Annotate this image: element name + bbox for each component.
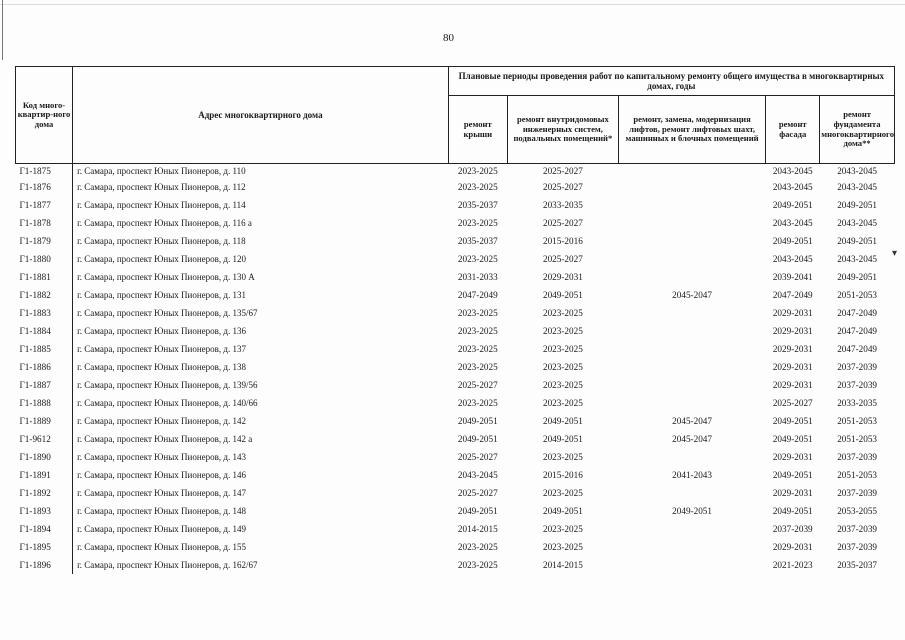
col-header-facade: ремонт фасада [766,96,820,164]
table-row [16,466,895,484]
cell-foundation: 2037-2039 [837,452,878,462]
cell-elevators [618,484,765,502]
cell-foundation: 2049-2051 [837,236,878,246]
cell-roof: 2023-2025 [457,398,498,408]
cell-address: г. Самара, проспект Юных Пионеров, д. 138 [73,358,449,376]
cell-facade: 2029-2031 [772,380,813,390]
cell-foundation: 2047-2049 [837,344,878,354]
cell-foundation: 2051-2053 [837,416,878,426]
cell-foundation: 2047-2049 [837,326,878,336]
cell-address: г. Самара, проспект Юных Пионеров, д. 135/67 [73,304,449,322]
cell-roof: 2023-2025 [457,326,498,336]
cell-systems: 2049-2051 [542,434,583,444]
cell-elevators [618,448,765,466]
cell-systems: 2023-2025 [542,452,583,462]
cell-systems: 2025-2027 [542,254,583,264]
cell-foundation: 2051-2053 [837,434,878,444]
cell-elevators [618,538,765,556]
cell-address: г. Самара, проспект Юных Пионеров, д. 139/56 [73,376,449,394]
table-row [16,358,895,376]
cell-systems: 2029-2031 [542,272,583,282]
cell-elevators: 2045-2047 [672,434,712,444]
cell-systems: 2015-2016 [542,236,583,246]
cell-foundation: 2033-2035 [837,398,878,408]
cell-facade: 2049-2051 [772,416,813,426]
top-scan-rule [0,4,905,5]
cell-roof: 2049-2051 [457,506,498,516]
table-row [16,322,895,340]
table-row [16,448,895,466]
cell-systems: 2015-2016 [542,470,583,480]
cell-code: Г1-1892 [19,488,51,498]
cell-code: Г1-1880 [19,254,51,264]
cell-address: г. Самара, проспект Юных Пионеров, д. 142 [73,412,449,430]
cell-facade: 2049-2051 [772,236,813,246]
cell-address: г. Самара, проспект Юных Пионеров, д. 142 а [73,430,449,448]
cell-code: Г1-1886 [19,362,51,372]
cell-facade: 2047-2049 [772,290,813,300]
cell-address: г. Самара, проспект Юных Пионеров, д. 116 а [73,214,449,232]
cell-elevators: 2045-2047 [672,290,712,300]
cell-elevators: 2041-2043 [672,470,712,480]
cell-foundation: 2049-2051 [837,272,878,282]
cell-code: Г1-9612 [19,434,51,444]
col-header-address: Адрес многоквартирного дома [73,67,449,164]
cell-roof: 2025-2027 [457,380,498,390]
cell-facade: 2049-2051 [772,506,813,516]
cell-elevators [618,520,765,538]
cell-address: г. Самара, проспект Юных Пионеров, д. 114 [73,196,449,214]
cell-systems: 2025-2027 [542,218,583,228]
cell-roof: 2035-2037 [457,236,498,246]
cell-facade: 2029-2031 [772,362,813,372]
cell-address: г. Самара, проспект Юных Пионеров, д. 130 А [73,268,449,286]
cell-roof: 2023-2025 [457,308,498,318]
cell-facade: 2043-2045 [772,254,813,264]
cell-roof: 2025-2027 [457,452,498,462]
cell-roof: 2047-2049 [457,290,498,300]
cell-address: г. Самара, проспект Юных Пионеров, д. 112 [73,178,449,196]
cell-foundation: 2043-2045 [837,182,878,192]
cell-foundation: 2037-2039 [837,362,878,372]
cell-roof: 2023-2025 [457,542,498,552]
cell-address: г. Самара, проспект Юных Пионеров, д. 136 [73,322,449,340]
cell-systems: 2023-2025 [542,326,583,336]
cell-code: Г1-1890 [19,452,51,462]
cell-systems: 2033-2035 [542,200,583,210]
cell-elevators [618,232,765,250]
cell-roof: 2031-2033 [457,272,498,282]
page-number: 80 [443,32,454,44]
cell-code: Г1-1877 [19,200,51,210]
table-row [16,484,895,502]
cell-roof: 2014-2015 [457,524,498,534]
cell-systems: 2023-2025 [542,362,583,372]
cell-foundation: 2043-2045 [837,218,878,228]
cell-address: г. Самара, проспект Юных Пионеров, д. 149 [73,520,449,538]
table-row [16,250,895,268]
cell-elevators [618,304,765,322]
cell-facade: 2049-2051 [772,470,813,480]
cell-code: Г1-1875 [19,166,51,176]
cell-elevators: 2045-2047 [672,416,712,426]
table-row [16,232,895,250]
cell-address: г. Самара, проспект Юных Пионеров, д. 143 [73,448,449,466]
cell-code: Г1-1889 [19,416,51,426]
cell-systems: 2023-2025 [542,380,583,390]
cell-elevators [618,376,765,394]
cell-systems: 2023-2025 [542,524,583,534]
cell-roof: 2025-2027 [457,488,498,498]
cell-elevators [618,178,765,196]
cell-facade: 2029-2031 [772,542,813,552]
cell-elevators [618,340,765,358]
cell-address: г. Самара, проспект Юных Пионеров, д. 137 [73,340,449,358]
cell-facade: 2029-2031 [772,488,813,498]
cell-foundation: 2051-2053 [837,470,878,480]
cell-code: Г1-1883 [19,308,51,318]
cell-roof: 2023-2025 [457,560,498,570]
cell-foundation: 2043-2045 [837,166,878,176]
table-row [16,268,895,286]
cell-systems: 2025-2027 [542,166,583,176]
table-row [16,394,895,412]
cell-systems: 2049-2051 [542,506,583,516]
cell-elevators [618,322,765,340]
cell-code: Г1-1895 [19,542,51,552]
cell-code: Г1-1878 [19,218,51,228]
cell-code: Г1-1894 [19,524,51,534]
cell-roof: 2023-2025 [457,218,498,228]
table-row [16,376,895,394]
cell-address: г. Самара, проспект Юных Пионеров, д. 118 [73,232,449,250]
cell-facade: 2025-2027 [772,398,813,408]
cell-roof: 2023-2025 [457,362,498,372]
col-header-code: Код много-квартир-ного дома [16,67,73,164]
cell-roof: 2043-2045 [457,470,498,480]
cell-systems: 2023-2025 [542,344,583,354]
table-row [16,286,895,304]
table-row [16,196,895,214]
cell-foundation: 2043-2045 [837,254,878,264]
cell-facade: 2029-2031 [772,452,813,462]
table-row [16,556,895,574]
cell-systems: 2023-2025 [542,398,583,408]
repair-schedule-table [15,66,898,574]
table-row [16,164,895,179]
table-row [16,340,895,358]
cell-roof: 2023-2025 [457,182,498,192]
cell-systems: 2014-2015 [542,560,583,570]
cell-facade: 2043-2045 [772,218,813,228]
cell-foundation: 2051-2053 [837,290,878,300]
cell-systems: 2023-2025 [542,542,583,552]
col-header-foundation: ремонт фундамента многоквартирного дома** [820,96,895,164]
cell-facade: 2037-2039 [772,524,813,534]
cell-code: Г1-1896 [19,560,51,570]
cell-foundation: 2037-2039 [837,542,878,552]
cell-address: г. Самара, проспект Юных Пионеров, д. 120 [73,250,449,268]
cell-facade: 2049-2051 [772,434,813,444]
cell-facade: 2029-2031 [772,326,813,336]
cell-address: г. Самара, проспект Юных Пионеров, д. 155 [73,538,449,556]
cell-code: Г1-1891 [19,470,51,480]
col-header-plan-group: Плановые периоды проведения работ по капитальному ремонту общего имущества в многоквартирных домах, годы [448,67,894,96]
cell-roof: 2023-2025 [457,344,498,354]
col-header-systems: ремонт внутридомовых инженерных систем, подвальных помещений* [507,96,618,164]
table-row [16,412,895,430]
cell-foundation: 2053-2055 [837,506,878,516]
cell-code: Г1-1876 [19,182,51,192]
table-row [16,430,895,448]
cell-systems: 2049-2051 [542,290,583,300]
cell-facade: 2039-2041 [772,272,813,282]
cell-facade: 2029-2031 [772,344,813,354]
cell-foundation: 2037-2039 [837,524,878,534]
side-mark: ▾ [892,248,898,259]
cell-roof: 2023-2025 [457,254,498,264]
cell-address: г. Самара, проспект Юных Пионеров, д. 147 [73,484,449,502]
cell-facade: 2029-2031 [772,308,813,318]
cell-code: Г1-1882 [19,290,51,300]
cell-foundation: 2049-2051 [837,200,878,210]
cell-address: г. Самара, проспект Юных Пионеров, д. 140/66 [73,394,449,412]
cell-code: Г1-1893 [19,506,51,516]
col-header-roof: ремонт крыши [448,96,507,164]
cell-systems: 2049-2051 [542,416,583,426]
cell-roof: 2049-2051 [457,434,498,444]
cell-roof: 2049-2051 [457,416,498,426]
cell-code: Г1-1885 [19,344,51,354]
table-row [16,304,895,322]
cell-code: Г1-1881 [19,272,51,282]
cell-elevators [618,164,765,179]
left-scan-rule [2,0,3,60]
cell-code: Г1-1879 [19,236,51,246]
cell-roof: 2023-2025 [457,166,498,176]
cell-systems: 2023-2025 [542,308,583,318]
cell-code: Г1-1884 [19,326,51,336]
cell-foundation: 2037-2039 [837,380,878,390]
cell-elevators [618,268,765,286]
col-header-elevators: ремонт, замена, модернизация лифтов, ремонт лифтовых шахт, машинных и блочных помещений [618,96,765,164]
cell-facade: 2049-2051 [772,200,813,210]
cell-elevators: 2049-2051 [672,506,712,516]
cell-elevators [618,214,765,232]
cell-foundation: 2047-2049 [837,308,878,318]
cell-facade: 2021-2023 [772,560,813,570]
cell-facade: 2043-2045 [772,182,813,192]
cell-foundation: 2035-2037 [837,560,878,570]
cell-address: г. Самара, проспект Юных Пионеров, д. 131 [73,286,449,304]
table-row [16,178,895,196]
cell-systems: 2025-2027 [542,182,583,192]
table-row [16,538,895,556]
cell-address: г. Самара, проспект Юных Пионеров, д. 110 [73,164,449,179]
cell-elevators [618,358,765,376]
cell-foundation: 2037-2039 [837,488,878,498]
cell-systems: 2023-2025 [542,488,583,498]
table-row [16,214,895,232]
cell-roof: 2035-2037 [457,200,498,210]
cell-elevators [618,556,765,574]
cell-address: г. Самара, проспект Юных Пионеров, д. 146 [73,466,449,484]
cell-facade: 2043-2045 [772,166,813,176]
cell-code: Г1-1887 [19,380,51,390]
cell-code: Г1-1888 [19,398,51,408]
cell-elevators [618,394,765,412]
cell-address: г. Самара, проспект Юных Пионеров, д. 148 [73,502,449,520]
table-row [16,502,895,520]
cell-elevators [618,250,765,268]
table-row [16,520,895,538]
cell-address: г. Самара, проспект Юных Пионеров, д. 162/67 [73,556,449,574]
cell-elevators [618,196,765,214]
table-body [16,164,898,575]
